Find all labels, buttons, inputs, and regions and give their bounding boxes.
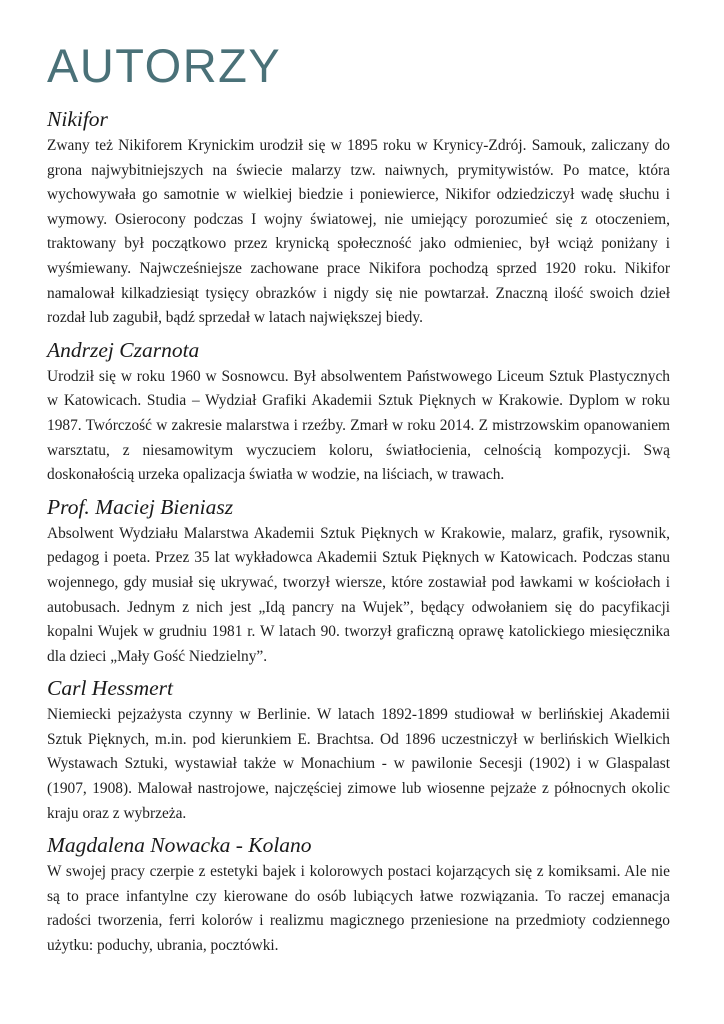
author-bio: Niemiecki pejzażysta czynny w Berlinie. W latach 1892-1899 studiował w berlińskiej Akademii Sztuk Pięknych, m.in. pod kierunkiem E. Brachtsa. Od 1896 uczestniczył w berlińskich Wielkich Wystawach Sztuki, wystawiał także w Monachium - w pawilonie Secesji (1902) i w Glaspalast (1907, 1908). Malował nastrojowe, najczęściej zimowe lub wiosenne pejzaże z północnych okolic kraju oraz z wybrzeża.: [47, 706, 670, 822]
author-name: Nikifor: [47, 107, 108, 131]
author-bio: W swojej pracy czerpie z estetyki bajek i kolorowych postaci kojarzących się z komiksami. Ale nie są to prace infantylne czy kierowane do osób lubiących łatwe rozwiązania. To raczej emanacja radości tworzenia, ferri kolorów i realizmu magicznego przeniesione na przedmioty codziennego użytku: poduchy, ubrania, pocztówki.: [47, 863, 670, 955]
author-name: Carl Hessmert: [47, 676, 174, 701]
author-bio: Zwany też Nikiforem Krynickim urodził się w 1895 roku w Krynicy-Zdrój. Samouk, zaliczany do grona najwybitniejszych na świecie malarzy tzw. naiwnych, prymitywistów. Po matce, która wychowywała go samotnie w wielkiej biedzie i poniewierce, Nikifor odziedziczył wadę słuchu i wymowy. Osierocony podczas I wojny światowej, nie umiejący porozumieć się z otoczeniem, traktowany był początkowo przez krynicką społeczność jako odmieniec, był wciąż poniżany i wyśmiewany. Najwcześniejsze zachowane prace Nikifora pochodzą sprzed 1920 roku. Nikifor namalował kilkadziesiąt tysięcy obrazków i nigdy się nie powtarzał. Znaczną ilość swoich dzieł rozdał lub zagubił, bądź sprzedał w latach największej biedy.: [47, 137, 670, 327]
author-name: Prof. Maciej Bieniasz: [47, 494, 234, 519]
author-section-carl-hessmert: [47, 673, 670, 826]
author-bio: Absolwent Wydziału Malarstwa Akademii Sztuk Pięknych w Krakowie, malarz, grafik, rysownik, pedagog i poeta. Przez 35 lat wykładowca Akademii Sztuk Pięknych w Katowicach. Podczas stanu wojennego, gdy musiał się ukrywać, tworzył wiersze, które zostawiał pod ławkami w kościołach i autobusach. Jednym z nich jest „Idą pancry na Wujek”, będący odwołaniem się do pacyfikacji kopalni Wujek w grudniu 1981 r. W latach 90. tworzył graficzną oprawę katolickiego miesięcznika dla dzieci „Mały Gość Niedzielny”.: [47, 524, 670, 665]
page-title: AUTORZY: [47, 39, 282, 92]
author-section-magdalena-nowacka-kolano: [47, 830, 670, 958]
author-bio: Urodził się w roku 1960 w Sosnowcu. Był absolwentem Państwowego Liceum Sztuk Plastycznych w Katowicach. Studia – Wydział Grafiki Akademii Sztuk Pięknych w Krakowie. Dyplom w roku 1987. Twórczość w zakresie malarstwa i rzeźby. Zmarł w roku 2014. Z mistrzowskim opanowaniem warsztatu, z niesamowitym wyczuciem koloru, światłocienia, celnością kompozycji. Swą doskonałością urzeka opalizacja światła w wodzie, na liściach, w trawach.: [47, 367, 670, 484]
author-section-maciej-bieniasz: [47, 492, 670, 670]
author-name: Andrzej Czarnota: [47, 337, 200, 362]
author-section-nikifor: [47, 104, 670, 331]
document-page: [47, 0, 670, 959]
author-section-andrzej-czarnota: [47, 335, 670, 488]
author-name: Magdalena Nowacka - Kolano: [47, 833, 312, 858]
